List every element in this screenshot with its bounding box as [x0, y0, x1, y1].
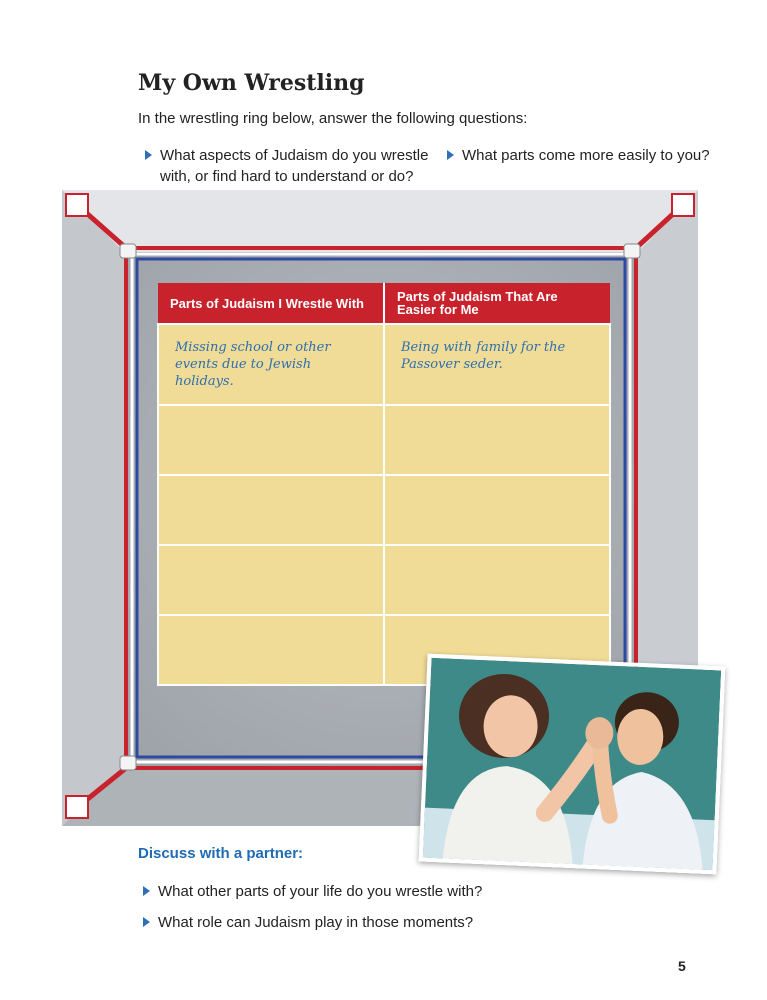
question-text: What aspects of Judaism do you wrestle with, or find hard to understand or do? — [160, 147, 429, 185]
bullet-triangle-icon — [143, 886, 150, 896]
discuss-heading: Discuss with a partner: — [138, 845, 304, 862]
discuss-text: What other parts of your life do you wrestle with? — [158, 883, 483, 900]
answer-cell[interactable] — [384, 475, 610, 545]
answer-cell[interactable] — [158, 475, 384, 545]
table-row — [158, 324, 610, 405]
answer-cell[interactable] — [158, 405, 384, 475]
table-row — [158, 545, 610, 615]
answer-cell[interactable]: Missing school or other events due to Jewish holidays. — [158, 324, 384, 405]
page-title: My Own Wrestling — [138, 70, 365, 96]
answer-cell[interactable] — [158, 615, 384, 685]
answer-cell[interactable]: Being with family for the Passover seder. — [384, 324, 610, 405]
wrestling-table — [157, 283, 611, 686]
answer-cell[interactable] — [384, 405, 610, 475]
table-header-row — [158, 283, 610, 324]
question-text: What parts come more easily to you? — [462, 147, 710, 164]
page-number: 5 — [678, 958, 686, 974]
intro-text: In the wrestling ring below, answer the following questions: — [138, 110, 528, 127]
column-header-easier: Parts of Judaism That Are Easier for Me — [384, 283, 610, 324]
table-row — [158, 405, 610, 475]
arm-wrestling-illustration — [423, 658, 721, 870]
question-item — [462, 145, 722, 166]
discuss-text: What role can Judaism play in those moments? — [158, 914, 474, 931]
discuss-item — [158, 912, 638, 933]
answer-cell[interactable] — [384, 545, 610, 615]
bullet-triangle-icon — [447, 150, 454, 160]
bullet-triangle-icon — [145, 150, 152, 160]
question-item — [160, 145, 435, 187]
column-header-wrestle: Parts of Judaism I Wrestle With — [158, 283, 384, 324]
bullet-triangle-icon — [143, 917, 150, 927]
arm-wrestling-photo — [419, 654, 726, 875]
table-row — [158, 475, 610, 545]
discuss-item — [158, 881, 638, 902]
answer-cell[interactable] — [158, 545, 384, 615]
